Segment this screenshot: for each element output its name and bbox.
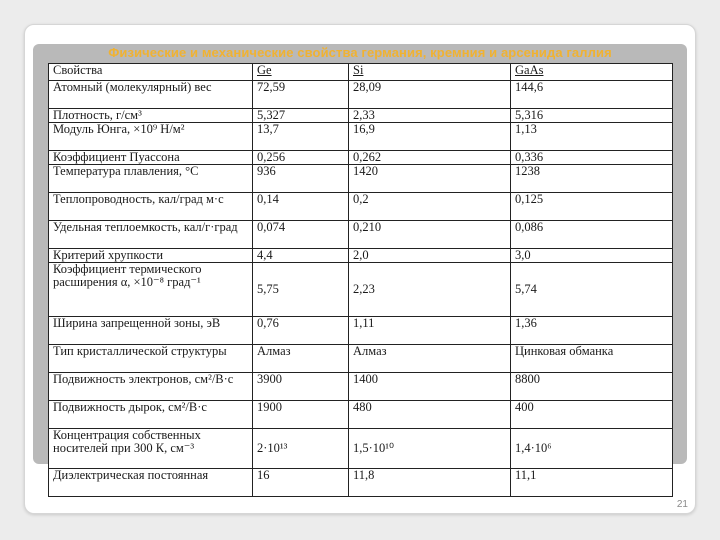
gaas-value-cell: 400	[511, 401, 673, 429]
gaas-value-cell: 144,6	[511, 81, 673, 109]
table-row	[49, 109, 673, 123]
property-cell: Ширина запрещенной зоны, эВ	[49, 317, 253, 345]
table-row	[49, 151, 673, 165]
table-row	[49, 345, 673, 373]
properties-table	[48, 63, 673, 497]
ge-value-cell: 936	[253, 165, 349, 193]
property-cell: Теплопроводность, кал/град м·с	[49, 193, 253, 221]
gaas-value-cell: 0,086	[511, 221, 673, 249]
si-value-cell: 1400	[349, 373, 511, 401]
ge-value-cell: 4,4	[253, 249, 349, 263]
property-cell: Коэффициент Пуассона	[49, 151, 253, 165]
ge-value-cell: 3900	[253, 373, 349, 401]
table-row	[49, 221, 673, 249]
property-cell: Атомный (молекулярный) вес	[49, 81, 253, 109]
gaas-value-cell: 1238	[511, 165, 673, 193]
property-cell: Коэффициент термического расширения α, ×10⁻⁸ град⁻¹	[49, 263, 253, 317]
ge-value-cell: 0,76	[253, 317, 349, 345]
table-row	[49, 81, 673, 109]
property-cell: Подвижность дырок, см²/В·с	[49, 401, 253, 429]
ge-value-cell: Алмаз	[253, 345, 349, 373]
gaas-value-cell: 0,336	[511, 151, 673, 165]
property-cell: Диэлектрическая постоянная	[49, 469, 253, 497]
property-cell: Плотность, г/см³	[49, 109, 253, 123]
table-row	[49, 123, 673, 151]
gaas-value-cell: 5,316	[511, 109, 673, 123]
table-row	[49, 165, 673, 193]
gaas-value-cell: 3,0	[511, 249, 673, 263]
ge-value-cell: 0,14	[253, 193, 349, 221]
gaas-value-cell: 1,13	[511, 123, 673, 151]
ge-value-cell: 0,074	[253, 221, 349, 249]
page-number: 21	[676, 499, 688, 510]
property-cell: Подвижность электронов, см²/В·с	[49, 373, 253, 401]
ge-value-cell: 1900	[253, 401, 349, 429]
gaas-value-cell: 11,1	[511, 469, 673, 497]
si-value-cell: 0,210	[349, 221, 511, 249]
ge-value-cell: 72,59	[253, 81, 349, 109]
si-value-cell: 2,0	[349, 249, 511, 263]
property-cell: Модуль Юнга, ×10⁹ Н/м²	[49, 123, 253, 151]
gaas-value-cell: 0,125	[511, 193, 673, 221]
si-value-cell: 2,23	[349, 263, 511, 317]
table-container	[48, 63, 672, 485]
header-gaas: GaAs	[511, 64, 673, 81]
property-cell: Тип кристаллической структуры	[49, 345, 253, 373]
si-value-cell: 0,2	[349, 193, 511, 221]
ge-value-cell: 0,256	[253, 151, 349, 165]
table-row	[49, 193, 673, 221]
gaas-value-cell: 8800	[511, 373, 673, 401]
table-row	[49, 469, 673, 497]
table-row	[49, 373, 673, 401]
table-row	[49, 429, 673, 469]
gaas-value-cell: 1,36	[511, 317, 673, 345]
ge-value-cell: 5,75	[253, 263, 349, 317]
si-value-cell: 28,09	[349, 81, 511, 109]
gaas-value-cell: 1,4·10⁶	[511, 429, 673, 469]
property-cell: Критерий хрупкости	[49, 249, 253, 263]
property-cell: Температура плавления, °С	[49, 165, 253, 193]
table-row	[49, 401, 673, 429]
property-cell: Удельная теплоемкость, кал/г·град	[49, 221, 253, 249]
si-value-cell: Алмаз	[349, 345, 511, 373]
property-cell: Концентрация собственных носителей при 300 К, см⁻³	[49, 429, 253, 469]
ge-value-cell: 16	[253, 469, 349, 497]
si-value-cell: 1,11	[349, 317, 511, 345]
table-row	[49, 263, 673, 317]
table-row	[49, 317, 673, 345]
si-value-cell: 16,9	[349, 123, 511, 151]
si-value-cell: 0,262	[349, 151, 511, 165]
gaas-value-cell: Цинковая обманка	[511, 345, 673, 373]
header-si: Si	[349, 64, 511, 81]
table-header-row	[49, 64, 673, 81]
si-value-cell: 480	[349, 401, 511, 429]
ge-value-cell: 13,7	[253, 123, 349, 151]
table-row	[49, 249, 673, 263]
header-properties: Свойства	[49, 64, 253, 81]
gaas-value-cell: 5,74	[511, 263, 673, 317]
ge-value-cell: 2·10¹³	[253, 429, 349, 469]
si-value-cell: 11,8	[349, 469, 511, 497]
slide-title: Физические и механические свойства германия, кремния и арсенида галлия	[108, 45, 612, 60]
si-value-cell: 1420	[349, 165, 511, 193]
si-value-cell: 1,5·10¹⁰	[349, 429, 511, 469]
ge-value-cell: 5,327	[253, 109, 349, 123]
table-body	[49, 81, 673, 497]
si-value-cell: 2,33	[349, 109, 511, 123]
header-ge: Ge	[253, 64, 349, 81]
